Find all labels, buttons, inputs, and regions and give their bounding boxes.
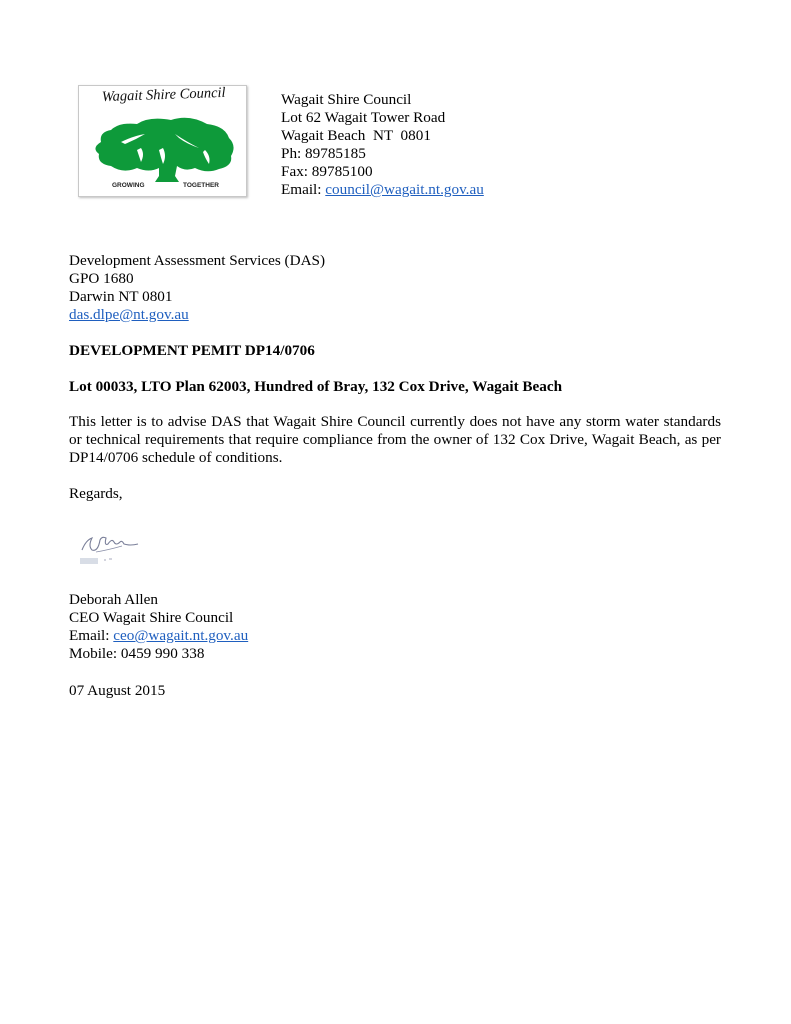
council-email-link[interactable]: council@wagait.nt.gov.au [325,181,484,198]
property-heading: Lot 00033, LTO Plan 62003, Hundred of Bray, 132 Cox Drive, Wagait Beach [69,378,563,395]
council-name: Wagait Shire Council [281,91,412,108]
signatory-title: CEO Wagait Shire Council [69,609,234,626]
signatory-email-link[interactable]: ceo@wagait.nt.gov.au [113,627,249,644]
council-email-label: Email: [281,181,326,198]
letter-body-paragraph: This letter is to advise DAS that Wagait Shire Council currently does not have any storm water standards or technical requirements that require compliance from the owner of 132 Cox Drive, Wagait Beach, as per DP14/0706 schedule of conditions. [69,413,721,466]
council-logo [78,85,247,197]
closing: Regards, [69,485,123,502]
council-address-line1: Lot 62 Wagait Tower Road [281,109,446,126]
logo-arc-text: Wagait Shire Council [101,84,226,106]
council-address-line2: Wagait Beach NT 0801 [281,127,431,144]
recipient-city: Darwin NT 0801 [69,288,173,305]
council-fax: Fax: 89785100 [281,163,373,180]
logo-motto-left: GROWING [112,182,145,189]
recipient-po-box: GPO 1680 [69,270,134,287]
letterhead-address [281,91,484,199]
signature-icon [78,530,142,566]
recipient-address [69,252,325,324]
letter-date: 07 August 2015 [69,682,166,699]
handwritten-signature [78,530,142,571]
tree-icon [95,118,233,182]
signatory-mobile: Mobile: 0459 990 338 [69,645,205,662]
signatory-email-label: Email: [69,627,114,644]
signatory-block [69,591,248,663]
recipient-email-link[interactable]: das.dlpe@nt.gov.au [69,306,189,323]
recipient-name: Development Assessment Services (DAS) [69,252,326,269]
council-email-line [281,181,484,199]
permit-heading: DEVELOPMENT PEMIT DP14/0706 [69,342,315,359]
recipient-email-line [69,306,325,324]
signatory-email-line [69,627,248,645]
signatory-name: Deborah Allen [69,591,158,608]
logo-motto-right: TOGETHER [183,182,219,189]
council-phone: Ph: 89785185 [281,145,366,162]
